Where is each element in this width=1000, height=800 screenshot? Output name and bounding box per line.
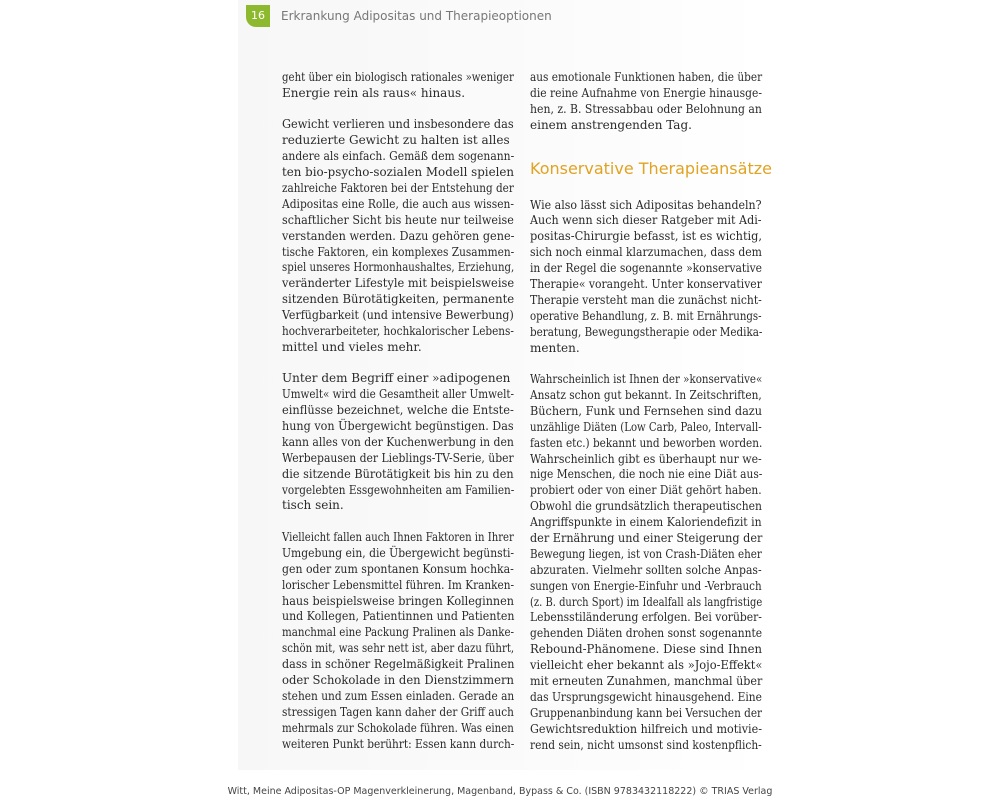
text-line: nige Menschen, die noch nie eine Diät aus- [530,467,763,482]
paragraph [530,372,762,753]
right-intro-paragraph [530,70,762,134]
text-line: der Ernährung und einer Steigerung der [530,530,763,545]
text-line: Gewichtsreduktion hilfreich und motivie- [530,721,762,736]
text-line: Angriffspunkte in einem Kaloriendefizit in [530,515,762,530]
text-line: vorgelebten Essgewohnheiten am Familien- [282,482,515,497]
text-line: oder Schokolade in den Dienstzimmern [282,672,515,687]
text-line: schön mit, was sehr nett ist, aber dazu führt, [282,641,515,656]
paragraph-gap [282,356,514,372]
text-line: fasten etc.) bekannt und beworben worden. [530,435,763,450]
text-line: zahlreiche Faktoren bei der Entstehung der [282,180,514,195]
text-line: in der Regel die sogenannte »konservative [530,261,763,276]
paragraph [282,117,514,355]
text-line: sich noch einmal klarzumachen, dass dem [530,245,762,260]
text-line: Gewicht verlieren und insbesondere das [282,117,514,132]
paragraph [282,70,514,102]
text-line: stehen und zum Essen einladen. Gerade an [282,688,515,703]
left-column [282,70,514,752]
text-line: Büchern, Funk und Fernsehen sind dazu [530,403,763,418]
text-line: Therapie versteht man die zunächst nicht- [530,292,762,307]
text-line: einflüsse bezeichnet, welche die Entste- [282,403,514,418]
text-line: tische Faktoren, ein komplexes Zusammen- [282,244,515,259]
right-body [530,198,762,754]
paragraph-gap [530,356,762,372]
text-line: rend sein, nicht umsonst sind kostenpflich- [530,737,762,752]
text-line: abzuraten. Vielmehr sollten solche Anpas- [530,562,762,577]
text-line: Obwohl die grundsätzlich therapeutischen [530,499,762,514]
text-line: Umwelt« wird die Gesamtheit aller Umwelt- [282,387,515,402]
text-line: Adipositas eine Rolle, die auch aus wissen- [282,196,515,211]
text-line: Bewegung liegen, ist von Crash-Diäten eher [530,546,762,561]
text-line: beratung, Bewegungstherapie oder Medika- [530,324,763,339]
text-line: die reine Aufnahme von Energie hinausge- [530,85,762,100]
page-number-badge: 16 [246,5,270,27]
text-line: tisch sein. [282,498,344,513]
text-line: Verfügbarkeit (und intensive Bewerbung) [282,308,514,323]
paragraph [530,70,762,134]
right-column [530,70,772,753]
text-line: sitzenden Bürotätigkeiten, permanente [282,292,515,307]
text-line: hung von Übergewicht begünstigen. Das [282,419,514,433]
text-line: ten bio-psycho-sozialen Modell spielen [282,165,515,180]
text-line: und Kollegen, Patientinnen und Patienten [282,609,515,624]
text-line: schaftlicher Sicht bis heute nur teilweise [282,212,514,227]
text-line: reduzierte Gewicht zu halten ist alles [282,133,510,148]
text-line: Lebensstiländerung erfolgen. Bei vorüber- [530,610,762,625]
text-line: hen, z. B. Stressabbau oder Belohnung an [530,101,762,116]
text-line: Unter dem Begriff einer »adipogenen [282,371,511,386]
text-line: sungen von Energie-Einfuhr und -Verbrauch [530,578,762,593]
text-line: (z. B. durch Sport) im Idealfall als langfristige [530,594,763,609]
text-line: haus beispielsweise bringen Kolleginnen [282,593,515,608]
text-line: das Ursprungsgewicht hinausgehend. Eine [530,689,762,704]
paragraph-gap [282,514,514,530]
text-line: menten. [530,340,580,355]
footer-citation: Witt, Meine Adipositas-OP Magenverkleinerung, Magenband, Bypass & Co. (ISBN 9783432118222) © TRIAS Verlag [227,786,773,797]
text-line: geht über ein biologisch rationales »weniger [282,70,514,84]
text-line: gehenden Diäten drohen sonst sogenannte [530,626,763,641]
text-line: Wahrscheinlich ist Ihnen der »konservative« [530,372,763,387]
text-line: Vielleicht fallen auch Ihnen Faktoren in Ihrer [282,529,514,544]
text-line: Therapie« vorangeht. Unter konservativer [530,277,762,292]
text-line: einem anstrengenden Tag. [530,117,692,132]
text-line: dass in schöner Regelmäßigkeit Pralinen [282,657,515,672]
text-line: Werbepausen der Lieblings-TV-Serie, über [282,450,514,465]
text-line: gen oder zum spontanen Konsum hochka- [282,561,514,576]
text-line: vielleicht eher bekannt als »Jojo-Effekt« [530,658,763,673]
text-line: verstanden werden. Dazu gehören gene- [282,228,515,243]
text-line: aus emotionale Funktionen haben, die über [530,70,763,84]
text-line: hochverarbeiteter, hochkalorischer Lebens- [282,323,514,338]
paragraph [282,530,514,752]
text-line: weiteren Punkt berührt: Essen kann durch- [282,736,515,751]
text-line: unzählige Diäten (Low Carb, Paleo, Intervall- [530,419,762,434]
paragraph [282,371,514,514]
text-line: mit erneuten Zunahmen, manchmal über [530,673,763,688]
text-line: probiert oder von einer Diät gehört haben. [530,483,762,498]
text-line: veränderter Lifestyle mit beispielsweise [282,276,515,291]
text-line: andere als einfach. Gemäß dem sogenann- [282,149,515,164]
text-line: Energie rein als raus« hinaus. [282,85,466,100]
text-line: mehrmals zur Schokolade führen. Was einen [282,720,514,735]
text-line: Ansatz schon gut bekannt. In Zeitschriften, [530,387,762,402]
text-line: spiel unseres Hormonhaushaltes, Erziehung, [282,260,515,275]
text-line: lorischer Lebensmittel führen. Im Kranken- [282,577,515,592]
text-line: Gruppenanbindung kann bei Versuchen der [530,705,763,720]
text-line: kann alles von der Kuchenwerbung in den [282,434,514,449]
text-line: Auch wenn sich dieser Ratgeber mit Adi- [530,213,762,228]
text-line: stressigen Tagen kann daher der Griff auch [282,704,514,719]
running-head: Erkrankung Adipositas und Therapieoptionen [281,9,552,23]
text-line: Wie also lässt sich Adipositas behandeln? [530,197,762,212]
text-line: positas-Chirurgie befasst, ist es wichtig, [530,229,763,244]
text-line: die sitzende Bürotätigkeit bis hin zu den [282,466,514,481]
text-line: Wahrscheinlich gibt es überhaupt nur we- [530,451,762,466]
text-line: operative Behandlung, z. B. mit Ernährungs- [530,308,762,323]
text-line: Rebound-Phänomene. Diese sind Ihnen [530,642,762,657]
section-heading: Konservative Therapieansätze [530,158,772,178]
text-line: Umgebung ein, die Übergewicht begünsti- [282,545,515,560]
text-line: manchmal eine Packung Pralinen als Danke- [282,625,515,640]
paragraph [530,198,762,357]
text-line: mittel und vieles mehr. [282,339,422,354]
paragraph-gap [282,102,514,118]
